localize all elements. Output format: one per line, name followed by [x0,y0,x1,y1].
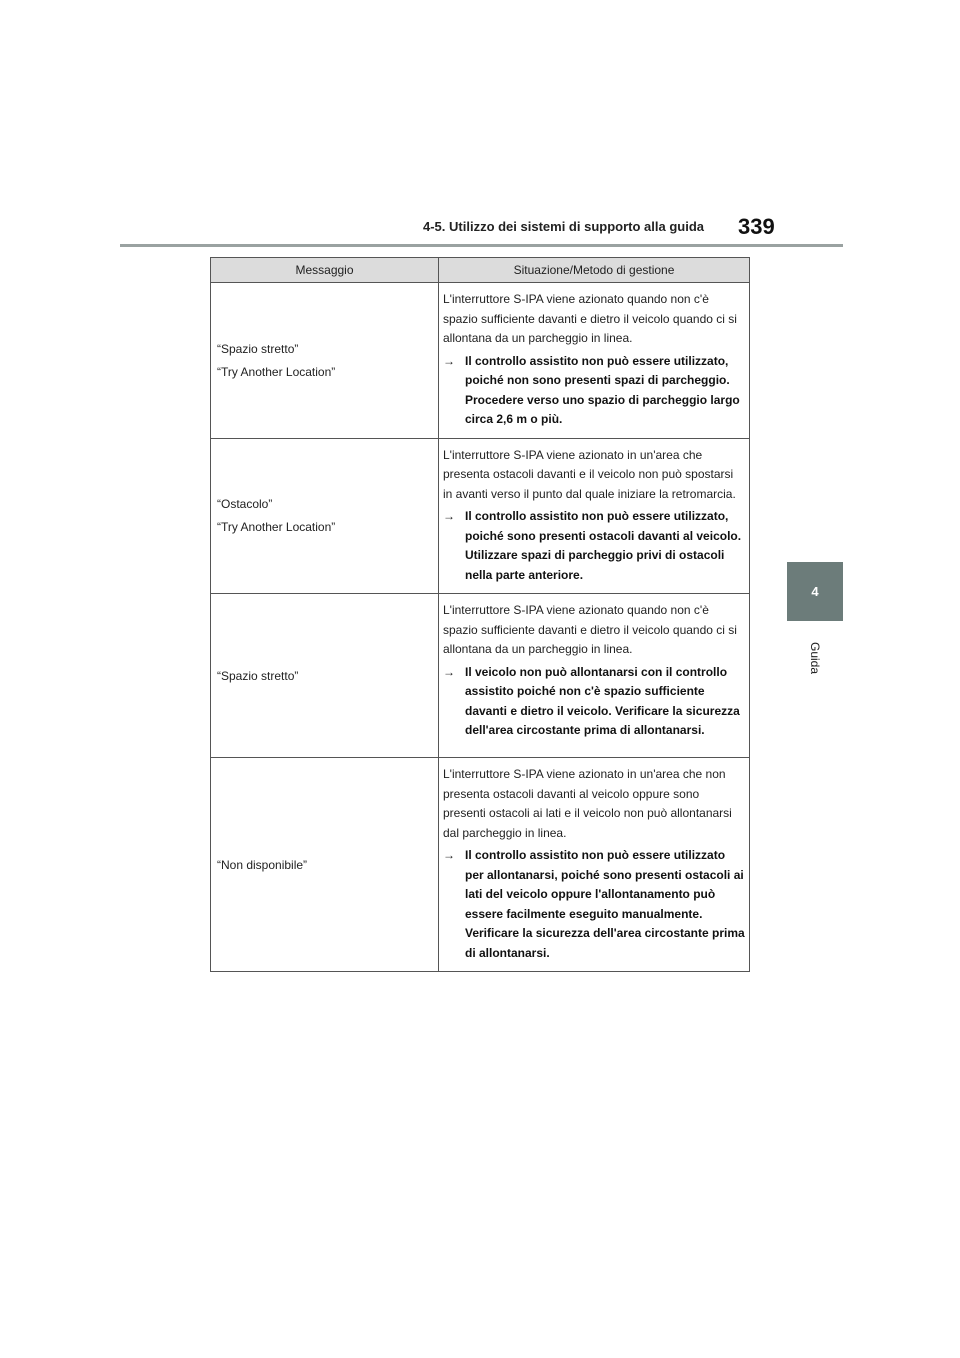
message-text: “Ostacolo” [217,497,273,512]
action-item [443,846,745,963]
situation-cell [439,758,750,972]
table-row [211,438,750,594]
column-header-message: Messaggio [211,258,439,283]
message-cell [211,283,439,439]
chapter-label: Guida [808,641,822,675]
situation-text: L'interruttore S-IPA viene azionato in un'area che presenta ostacoli davanti e il veicolo non può spostarsi in avanti verso il punto dal quale iniziare la retromarcia. [443,447,736,501]
message-text: “Try Another Location” [217,520,336,535]
message-cell [211,438,439,594]
situation-text: L'interruttore S-IPA viene azionato in un'area che non presenta ostacoli davanti al veicolo oppure sono presenti ostacoli ai lati e il veicolo non può allontanarsi dal parcheggio in linea. [443,767,732,840]
action-text: Il controllo assistito non può essere utilizzato per allontanarsi, poiché sono presenti ostacoli ai lati del veicolo oppure l'allontanamento può essere facilmente eseguito manualmente. Verificare la sicurezza dell'area circostante prima di allontanarsi. [465,848,745,960]
chapter-tab [787,562,843,621]
column-header-situation: Situazione/Metodo di gestione [439,258,750,283]
message-text: “Non disponibile” [217,857,308,872]
action-text: Il veicolo non può allontanarsi con il controllo assistito poiché non c'è spazio sufficiente davanti e dietro il veicolo. Verificare la sicurezza dell'area circostante prima di allontanarsi. [465,664,740,737]
arrow-right-icon: → [443,664,455,679]
arrow-right-icon: → [443,353,455,368]
header-divider [120,244,843,247]
situation-cell [439,594,750,758]
action-text: Il controllo assistito non può essere utilizzato, poiché sono presenti ostacoli davanti al veicolo. Utilizzare spazi di parcheggio privi di ostacoli nella parte anteriore. [465,509,742,582]
situation-cell [439,283,750,439]
chapter-number: 4 [811,584,819,599]
section-title: 4-5. Utilizzo dei sistemi di supporto alla guida [423,219,704,234]
action-item [443,507,745,585]
message-table [210,257,750,972]
table-row [211,594,750,758]
message-text: “Spazio stretto” [217,668,299,683]
message-cell [211,758,439,972]
situation-text: L'interruttore S-IPA viene azionato quando non c'è spazio sufficiente davanti e dietro il veicolo quando ci si allontana da un parcheggio in linea. [443,292,737,345]
page-number: 339 [738,214,775,239]
message-text: “Try Another Location” [217,364,336,379]
arrow-right-icon: → [443,848,455,862]
message-cell [211,594,439,758]
situation-cell [439,438,750,594]
situation-text: L'interruttore S-IPA viene azionato quando non c'è spazio sufficiente davanti e dietro il veicolo quando ci si allontana da un parcheggio in linea. [443,603,737,656]
table-row [211,283,750,439]
table-header-row [211,258,750,283]
table-row [211,758,750,972]
arrow-right-icon: → [443,509,455,523]
action-item [443,663,745,741]
action-text: Il controllo assistito non può essere utilizzato, poiché non sono presenti spazi di parcheggio. Procedere verso uno spazio di parcheggio largo circa 2,6 m o più. [465,353,740,426]
action-item [443,352,745,430]
message-text: “Spazio stretto” [217,341,299,356]
